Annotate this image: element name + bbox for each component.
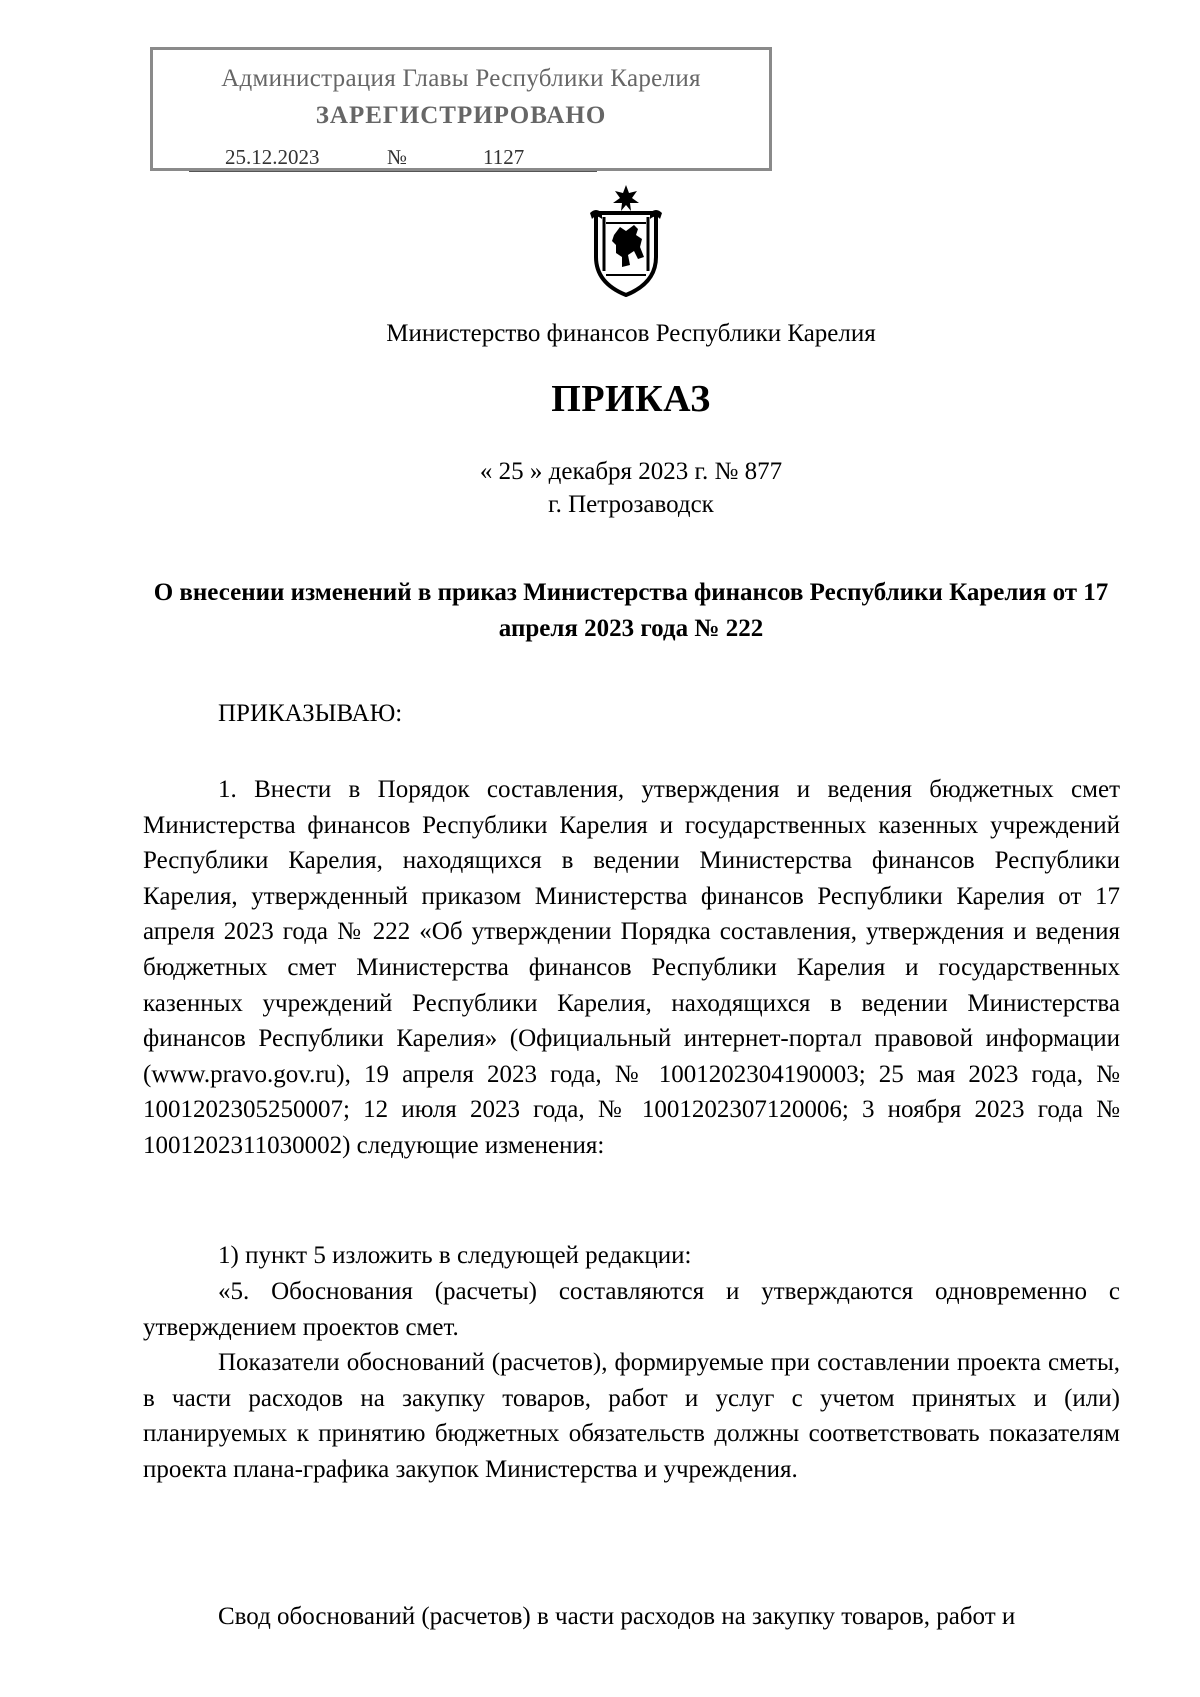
stamp-number-sign: №	[387, 145, 408, 169]
document-title: ПРИКАЗ	[551, 378, 711, 420]
order-verb: ПРИКАЗЫВАЮ:	[218, 700, 403, 727]
stamp-date: 25.12.2023	[225, 145, 320, 169]
ministry-name: Министерство финансов Республики Карелия	[386, 320, 876, 347]
stamp-registered-label: ЗАРЕГИСТРИРОВАНО	[315, 102, 607, 129]
order-subject: О внесении изменений в приказ Министерства финансов Республики Карелия от 17 апреля 2023 года № 222	[153, 579, 1109, 642]
karelia-coat-of-arms-icon	[586, 183, 666, 297]
order-city: г. Петрозаводск	[548, 491, 714, 518]
paragraph-5: Свод обоснований (расчетов) в части расходов на закупку товаров, работ и	[218, 1603, 1016, 1630]
paragraph-3: «5. Обоснования (расчеты) составляются и утверждаются одновременно с утверждением проектов смет.	[143, 1278, 1120, 1341]
paragraph-1: 1. Внести в Порядок составления, утверждения и ведения бюджетных смет Министерства финансов Республики Карелия и государственных казенных учреждений Республики Карелия, находящихся в ведении Министерства финансов Республики Карелия, утвержденный приказом Министерства финансов Республики Карелия от 17 апреля 2023 года № 222 «Об утверждении Порядка составления, утверждения и ведения бюджетных смет Министерства финансов Республики Карелия и государственных казенных учреждений Республики Карелия, находящихся в ведении Министерства финансов Республики Карелия» (Официальный интернет-портал правовой информации (www.pravo.gov.ru), 19 апреля 2023 года, № 1001202304190003; 25 мая 2023 года, № 1001202305250007; 12 июля 2023 года, № 1001202307120006; 3 ноября 2023 года № 1001202311030002) следующие изменения:	[143, 776, 1120, 1159]
order-date-number: « 25 » декабря 2023 г. № 877	[479, 458, 783, 485]
registration-stamp	[150, 47, 772, 171]
stamp-number: 1127	[483, 145, 525, 169]
paragraph-2: 1) пункт 5 изложить в следующей редакции:	[218, 1242, 692, 1269]
stamp-organization: Администрация Главы Республики Карелия	[221, 65, 701, 92]
paragraph-4: Показатели обоснований (расчетов), формируемые при составлении проекта сметы, в части расходов на закупку товаров, работ и услуг с учетом принятых и (или) планируемых к принятию бюджетных обязательств должны соответствовать показателям проекта плана-графика закупок Министерства и учреждения.	[143, 1349, 1120, 1483]
